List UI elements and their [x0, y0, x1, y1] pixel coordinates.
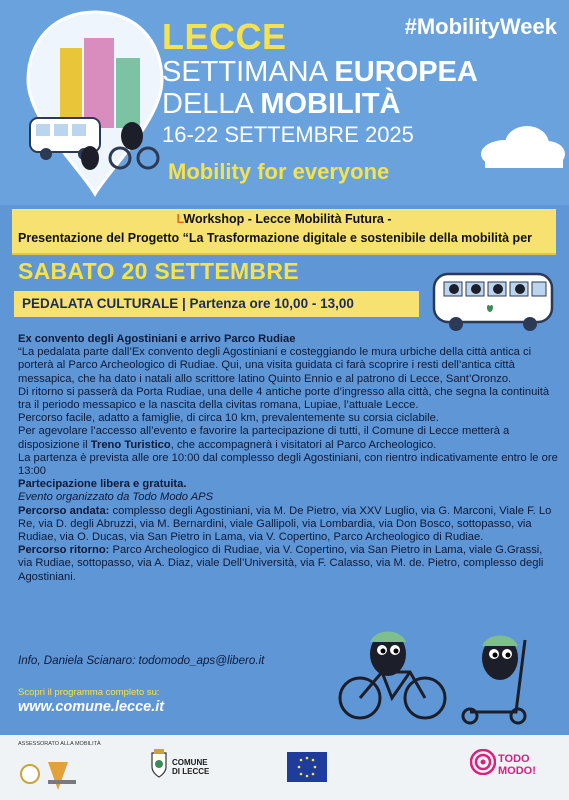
- paragraph-1: “La pedalata parte dall’Ex convento degli Agostiniani e costeggiando le mura urbiche della città antica ci porterà al Parco Archeologico di Rudiae. Qui, una visita guidata ci farà scoprire i resti dell’antica città messapica, che ha dato i natali allo scrittore latino Quinto Ennio e al patrono di Lecce, Sant’Oronzo.: [18, 346, 532, 385]
- comune-line-2: DI LECCE: [172, 767, 210, 776]
- event-description: [18, 333, 558, 584]
- spiral-icon: [470, 749, 496, 775]
- paragraph-4: [18, 425, 558, 451]
- todo-line-2: MODO!: [498, 765, 536, 777]
- website-link[interactable]: www.comune.lecce.it: [18, 699, 165, 715]
- contact-info: Info, Daniela Scianaro: todomodo_aps@libero.it: [18, 654, 265, 667]
- workshop-line-2: Presentazione del Progetto “La Trasformazione digitale e sostenibile della mobilità per: [18, 231, 533, 245]
- city-title: LECCE: [162, 16, 287, 57]
- route-ritorno-text: Parco Archeologico di Rudiae, via V. Copertino, via San Pietro in Lama, viale G.Grassi, via Rudiae, sottopasso, via A. Diaz, viale Dell’Università, via F. Calasso, via M. de. Pietro, complesso degli Agostiniani.: [18, 544, 544, 583]
- title-line-2-bold: MOBILITÀ: [260, 88, 401, 120]
- cyclist-mascots-illustration: [320, 620, 560, 730]
- program-note: Scopri il programma completo su:: [18, 687, 160, 698]
- event-date: SABATO 20 SETTEMBRE: [18, 258, 299, 284]
- cloud-icon: [475, 120, 565, 170]
- todo-line-1: TODO: [498, 753, 530, 765]
- paragraph-3: Percorso facile, adatto a famiglie, di circa 10 km, prevalentemente su corsia ciclabile.: [18, 412, 439, 425]
- workshop-mark: L: [176, 212, 184, 226]
- title-line-2: [162, 88, 482, 120]
- title-line-1-bold: EUROPEA: [334, 56, 478, 88]
- comune-line-1: COMUNE: [172, 758, 208, 767]
- route-andata: [18, 505, 558, 545]
- mobility-logo-icon: [18, 752, 78, 794]
- todo-modo-logo: [470, 749, 560, 789]
- poster-header: [0, 0, 569, 205]
- treno-turistico: Treno Turistico: [90, 438, 171, 451]
- workshop-title: [12, 212, 556, 226]
- map-pin-illustration: [20, 8, 170, 198]
- route-andata-label: Percorso andata:: [18, 504, 110, 517]
- sponsor-footer: [0, 735, 569, 800]
- assessorato-label: ASSESSORATO ALLA MOBILITÀ: [18, 741, 101, 747]
- paragraph-4-c: , che accompagnerà i visitatori al Parco Archeologico.: [170, 438, 437, 451]
- paragraph-2: Di ritorno si passerà da Porta Rudiae, una delle 4 antiche porte d’ingresso alla città, che segna la continuità tra il periodo messapico e la nascita della civitas romana, Lupiae, l’attuale Lecce.: [18, 385, 550, 412]
- route-subtitle: Ex convento degli Agostiniani e arrivo Parco Rudiae: [18, 333, 296, 345]
- paragraph-4-a: Per agevolare l’accesso all’evento e favorire la partecipazione di tutti, il Comune di Lecce metterà a disposizione il: [18, 425, 510, 451]
- route-ritorno-label: Percorso ritorno:: [18, 544, 110, 557]
- event-title-band: PEDALATA CULTURALE | Partenza ore 10,00 - 13,00: [14, 291, 419, 317]
- free-participation: Partecipazione libera e gratuita.: [18, 478, 187, 491]
- title-line-1-light: SETTIMANA: [162, 56, 335, 88]
- todo-modo-text: [498, 753, 536, 777]
- coat-of-arms-icon: [150, 749, 168, 779]
- slogan: Mobility for everyone: [168, 159, 390, 184]
- workshop-line-1: Workshop - Lecce Mobilità Futura -: [183, 212, 392, 226]
- comune-lecce-text: [172, 758, 209, 776]
- workshop-band: [12, 209, 556, 255]
- title-line-2-light: DELLA: [162, 88, 261, 120]
- event-dates: 16-22 SETTEMBRE 2025: [162, 122, 414, 147]
- comune-lecce-logo: [150, 749, 230, 789]
- title-line-1: [162, 56, 482, 88]
- eu-flag-icon: [287, 752, 327, 782]
- title-block: [162, 18, 482, 149]
- paragraph-5: La partenza è prevista alle ore 10:00 dal complesso degli Agostiniani, con rientro indicativamente entro le ore 13:00: [18, 451, 558, 478]
- organizer: Evento organizzato da Todo Modo APS: [18, 491, 214, 504]
- route-ritorno: [18, 544, 558, 584]
- bus-illustration: [430, 268, 556, 334]
- route-andata-text: complesso degli Agostiniani, via M. De Pietro, via XXV Luglio, via G. Marconi, Viale F. Lo Re, via D. degli Abruzzi, via M. Bernardini, viale Gallipoli, via Lombardia, via Don Bosco, sottopasso, via Rudiae, via O. Ducas, via San Pietro in Lama, via V. Copertino, Parco Archeologico di Rudiae.: [18, 504, 552, 544]
- hashtag: #MobilityWeek: [404, 14, 557, 39]
